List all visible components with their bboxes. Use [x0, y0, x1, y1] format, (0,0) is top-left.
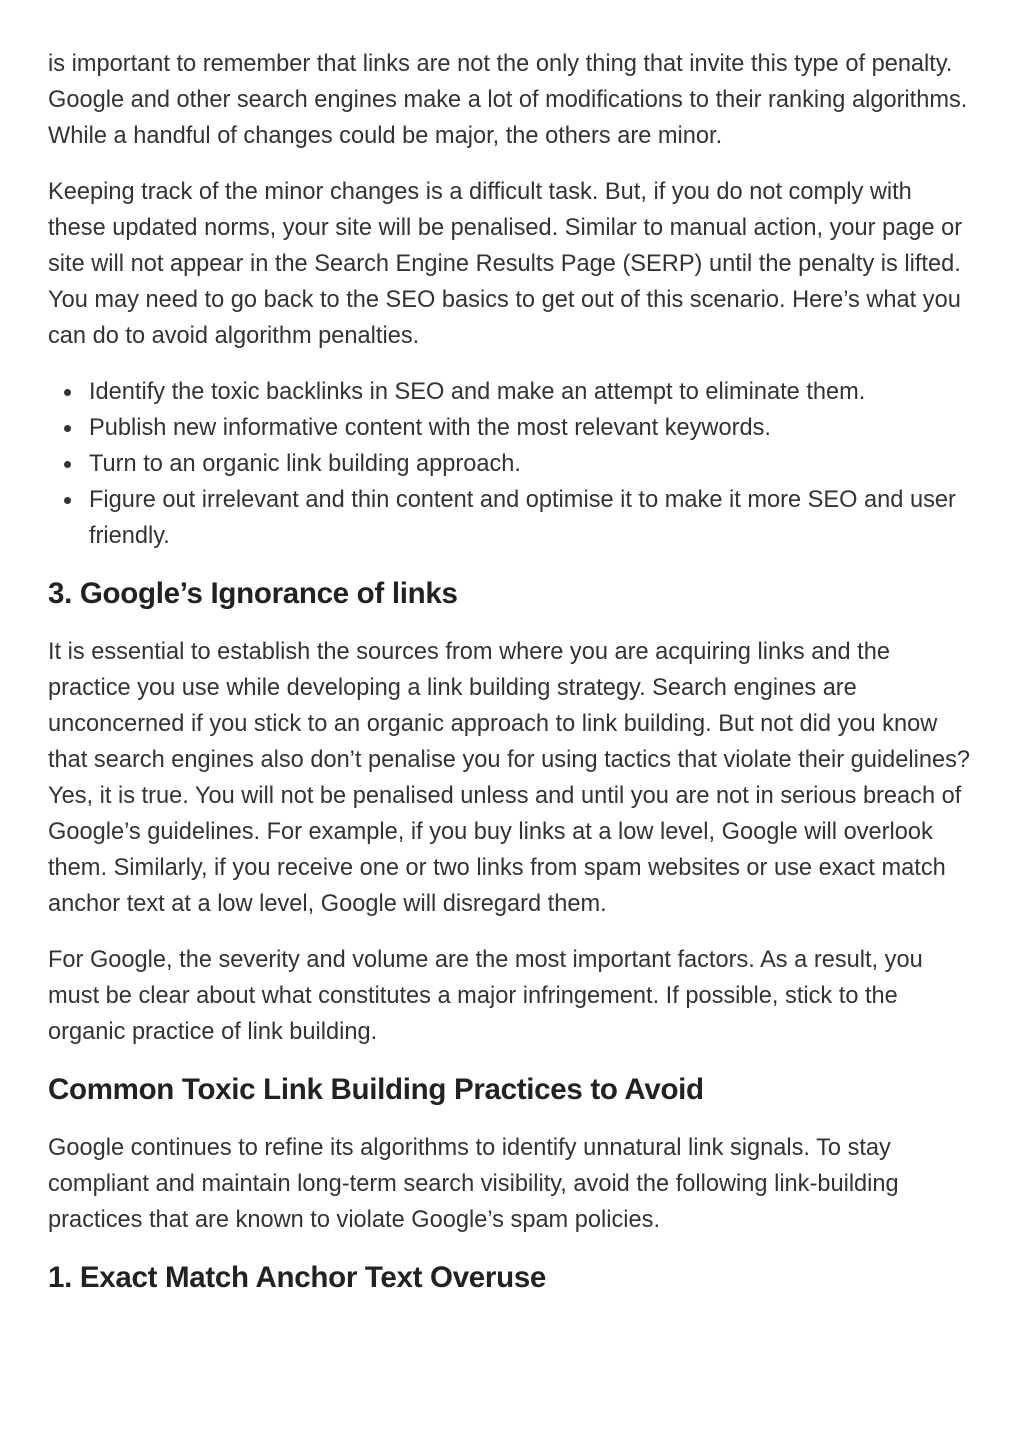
heading-googles-ignorance: 3. Google’s Ignorance of links: [48, 577, 458, 610]
list-item: Figure out irrelevant and thin content and optimise it to make it more SEO and user friendly.: [89, 482, 976, 554]
bullet-icon: [64, 497, 71, 504]
paragraph-toxic-intro: Google continues to refine its algorithms to identify unnatural link signals. To stay compliant and maintain long-term search visibility, avoid the following link-building practices that are known to violate Google’s spam policies.: [48, 1135, 899, 1233]
list-item: Identify the toxic backlinks in SEO and make an attempt to eliminate them.: [89, 374, 976, 410]
paragraph-minor-changes: Keeping track of the minor changes is a difficult task. But, if you do not comply with these updated norms, your site will be penalised. Similar to manual action, your page or site will not appear in the Search Engine Results Page (SERP) until the penalty is lifted. You may need to go back to the SEO basics to get out of this scenario. Here’s what you can do to avoid algorithm penalties.: [48, 179, 963, 349]
heading-toxic-practices: Common Toxic Link Building Practices to Avoid: [48, 1073, 704, 1106]
bullet-icon: [64, 425, 71, 432]
heading-exact-match-anchor: 1. Exact Match Anchor Text Overuse: [48, 1261, 547, 1294]
bullet-icon: [64, 461, 71, 468]
avoid-penalties-list: [48, 374, 976, 554]
paragraph-ignorance-2: For Google, the severity and volume are the most important factors. As a result, you must be clear about what constitutes a major infringement. If possible, stick to the organic practice of link building.: [48, 947, 923, 1045]
list-item: Turn to an organic link building approach.: [89, 446, 976, 482]
bullet-icon: [64, 389, 71, 396]
paragraph-ignorance-1: It is essential to establish the sources from where you are acquiring links and the practice you use while developing a link building strategy. Search engines are unconcerned if you stick to an organic approach to link building. But not did you know that search engines also don’t penalise you for using tactics that violate their guidelines? Yes, it is true. You will not be penalised unless and until you are not in serious breach of Google’s guidelines. For example, if you buy links at a low level, Google will overlook them. Similarly, if you receive one or two links from spam websites or use exact match anchor text at a low level, Google will disregard them.: [48, 639, 971, 917]
paragraph-intro: is important to remember that links are not the only thing that invite this type of penalty. Google and other search engines make a lot of modifications to their ranking algorithms. While a handful of changes could be major, the others are minor.: [48, 51, 968, 149]
list-item: Publish new informative content with the most relevant keywords.: [89, 410, 976, 446]
